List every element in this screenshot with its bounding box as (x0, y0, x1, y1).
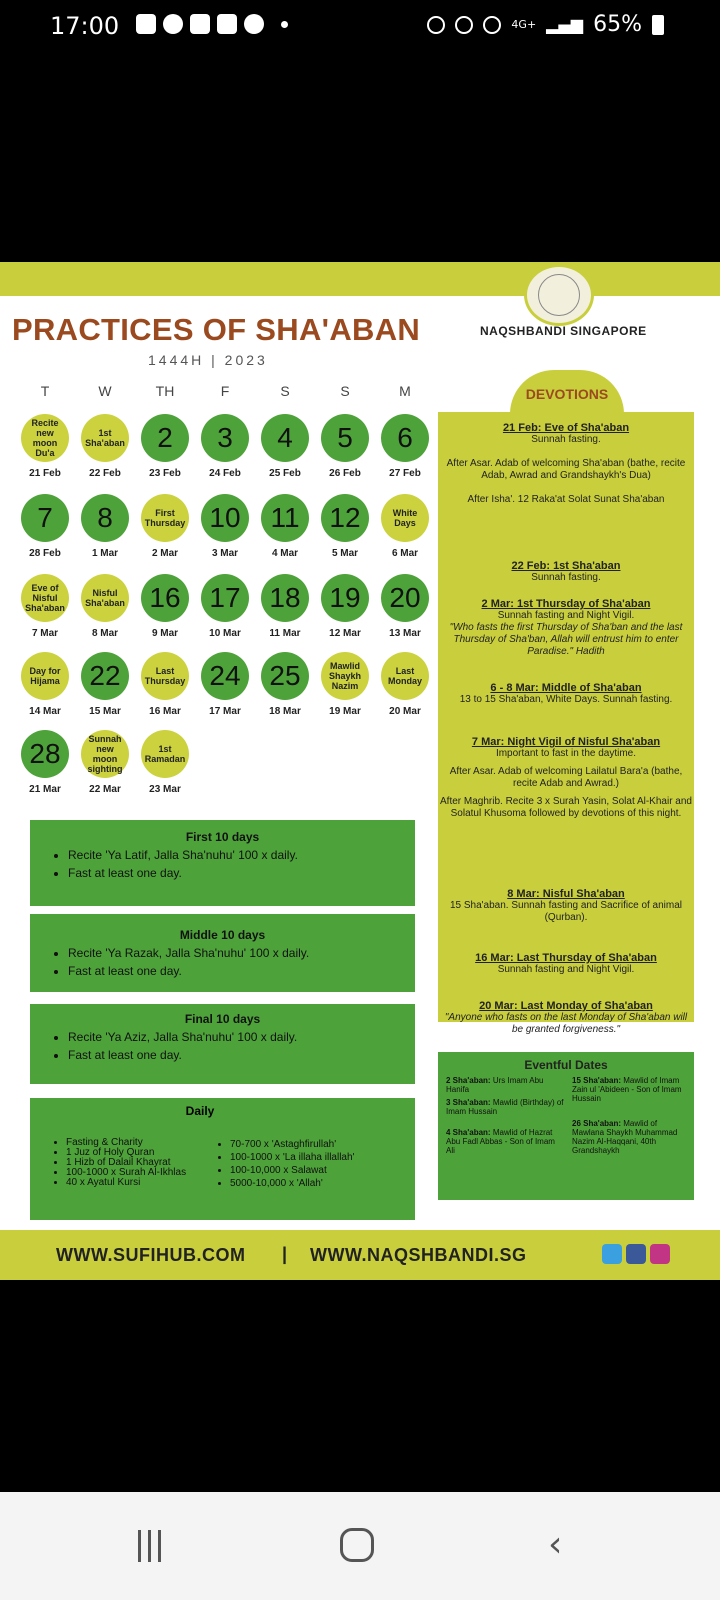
calendar-day: 6 (381, 414, 429, 462)
calendar-day: Nisful Sha'aban (81, 574, 129, 622)
footer-separator: | (282, 1244, 288, 1264)
mute-icon (455, 16, 473, 34)
calendar-day: Last Thursday (141, 652, 189, 700)
calendar-date-label: 22 Feb (89, 468, 121, 479)
calendar-date-label: 22 Mar (89, 784, 121, 795)
calendar-day: 7 (21, 494, 69, 542)
status-time: 17:00 (50, 12, 120, 40)
devotion-item: 7 Mar: Night Vigil of Nisful Sha'aban Important to fast in the daytime. After Asar. Adab of welcoming Lailatul Bara'a (bathe, recite Adab and Awrad.) After Maghrib. Recite 3 x Surah Yasin, Solat Al-Khair and Solatul Khusoma followed by devotions of this night. (440, 736, 692, 819)
eventful-left-column: 2 Sha'aban: Urs Imam Abu Hanifa 3 Sha'aban: Mawlid (Birthday) of Imam Hussain 4 Sha'aban: Mawlid of Hazrat Abu Fadl Abbas - Son of Imam Ali (446, 1076, 564, 1155)
hotspot-icon (483, 16, 501, 34)
eventful-dates-title: Eventful Dates (524, 1058, 608, 1072)
calendar-day: 19 (321, 574, 369, 622)
calendar-date-label: 27 Feb (389, 468, 421, 479)
facebook-icon (626, 1244, 646, 1264)
calendar-date-label: 16 Mar (149, 706, 181, 717)
signal-icon: ▂▄▆ (546, 15, 584, 34)
calendar-day: 16 (141, 574, 189, 622)
calendar-day: Sunnah new moon sighting (81, 730, 129, 778)
calendar-day: First Thursday (141, 494, 189, 542)
calendar-day: 10 (201, 494, 249, 542)
calendar-date-label: 9 Mar (151, 628, 179, 639)
calendar-day: 1st Ramadan (141, 730, 189, 778)
weekday-header: S (340, 383, 350, 399)
recent-apps-button[interactable] (138, 1530, 168, 1564)
calendar-date-label: 21 Mar (29, 784, 61, 795)
calendar-day: Recite new moon Du'a (21, 414, 69, 462)
more-notifications-icon (281, 21, 288, 28)
calendar-date-label: 15 Mar (89, 706, 121, 717)
calendar-date-label: 4 Mar (271, 548, 299, 559)
calendar-day: 8 (81, 494, 129, 542)
top-band (0, 262, 720, 296)
calendar-date-label: 11 Mar (269, 628, 301, 639)
final-10-days-box: Final 10 days • Recite 'Ya Aziz, Jalla Sha'nuhu' 100 x daily. • Fast at least one day. (30, 1004, 415, 1084)
calendar-date-label: 21 Feb (29, 468, 61, 479)
calendar-day: Day for Hijama (21, 652, 69, 700)
calendar-day: 22 (81, 652, 129, 700)
home-button[interactable] (340, 1528, 374, 1562)
calendar-date-label: 26 Feb (329, 468, 361, 479)
poster-image (0, 262, 720, 1280)
weekday-header: W (98, 383, 112, 399)
system-icons (427, 12, 664, 37)
calendar-date-label: 1 Mar (91, 548, 119, 559)
organization-name: NAQSHBANDI SINGAPORE (480, 324, 647, 338)
calendar-day: Eve of Nisful Sha'aban (21, 574, 69, 622)
calendar-day: 3 (201, 414, 249, 462)
calendar-date-label: 19 Mar (329, 706, 361, 717)
calendar-day: 18 (261, 574, 309, 622)
weekday-header: T (40, 383, 50, 399)
devotion-item: 22 Feb: 1st Sha'aban Sunnah fasting. (511, 560, 621, 583)
calendar-day: 25 (261, 652, 309, 700)
battery-icon (652, 15, 664, 35)
calendar-day: 12 (321, 494, 369, 542)
calendar-date-label: 6 Mar (391, 548, 419, 559)
weekday-header: M (399, 383, 411, 399)
devotion-item: 8 Mar: Nisful Sha'aban 15 Sha'aban. Sunnah fasting and Sacrifice of animal (Qurban). (449, 888, 683, 923)
calendar-day: 24 (201, 652, 249, 700)
devotion-item: 16 Mar: Last Thursday of Sha'aban Sunnah fasting and Night Vigil. (475, 952, 657, 975)
calendar-day: 11 (261, 494, 309, 542)
calendar-day: Last Monday (381, 652, 429, 700)
calendar-date-label: 18 Mar (269, 706, 301, 717)
devotion-item: 6 - 8 Mar: Middle of Sha'aban 13 to 15 Sha'aban, White Days. Sunnah fasting. (459, 682, 673, 705)
calendar-date-label: 25 Feb (269, 468, 301, 479)
calendar-date-label: 7 Mar (31, 628, 59, 639)
calendar-date-label: 3 Mar (211, 548, 239, 559)
devotion-item: 21 Feb: Eve of Sha'aban Sunnah fasting. After Asar. Adab of welcoming Sha'aban (bathe, recite Adab, Awrad and Grandshaykh's Dua) After Isha'. 12 Raka'at Solat Sunat Sha'aban (446, 422, 686, 505)
calendar-date-label: 23 Mar (149, 784, 181, 795)
calendar-day: 5 (321, 414, 369, 462)
status-bar (0, 0, 720, 52)
youtube-icon (190, 14, 210, 34)
weekday-header: TH (155, 383, 175, 399)
weekday-header: F (220, 383, 230, 399)
calendar-date-label: 5 Mar (331, 548, 359, 559)
calendar-day: 17 (201, 574, 249, 622)
youtube-icon-2 (217, 14, 237, 34)
calendar-date-label: 8 Mar (91, 628, 119, 639)
devotion-item: 20 Mar: Last Monday of Sha'aban "Anyone who fasts on the last Monday of Sha'aban will be granted forgiveness." (444, 1000, 688, 1035)
network-type: 4G+ (511, 18, 537, 31)
battery-level: 65% (593, 12, 642, 37)
calendar-day: 1st Sha'aban (81, 414, 129, 462)
calendar-date-label: 12 Mar (329, 628, 361, 639)
alarm-icon (427, 16, 445, 34)
calendar-date-label: 14 Mar (29, 706, 61, 717)
calendar-day: 28 (21, 730, 69, 778)
telegram-icon (602, 1244, 622, 1264)
calendar-date-label: 10 Mar (209, 628, 241, 639)
calendar-day: 2 (141, 414, 189, 462)
weekday-header: S (280, 383, 290, 399)
devotion-item: 2 Mar: 1st Thursday of Sha'aban Sunnah fasting and Night Vigil. "Who fasts the first Thursday of Sha'ban and the last Thursday of Sha'ban, Allah will entrust him to enter Paradise." Hadith (449, 598, 683, 657)
naqshbandi-url: WWW.NAQSHBANDI.SG (310, 1245, 527, 1265)
calendar-date-label: 28 Feb (29, 548, 61, 559)
calendar-date-label: 23 Feb (149, 468, 181, 479)
poster-title: PRACTICES OF SHA'ABAN (12, 312, 421, 347)
account-icon (244, 14, 264, 34)
calendar-day: 4 (261, 414, 309, 462)
facebook-icon (163, 14, 183, 34)
calendar-date-label: 20 Mar (389, 706, 421, 717)
middle-10-days-box: Middle 10 days • Recite 'Ya Razak, Jalla Sha'nuhu' 100 x daily. • Fast at least one day. (30, 914, 415, 992)
calendar-day: 20 (381, 574, 429, 622)
calendar-date-label: 13 Mar (389, 628, 421, 639)
gallery-icon (136, 14, 156, 34)
year-line: 1444H | 2023 (148, 352, 268, 368)
eventful-right-column: 15 Sha'aban: Mawlid of Imam Zain ul 'Abideen - Son of Imam Hussain 26 Sha'aban: Mawlid of Mawlana Shaykh Muhammad Nazim Al-Haqqani, 40th Grandshaykh (572, 1076, 682, 1155)
calendar-date-label: 2 Mar (151, 548, 179, 559)
calendar-date-label: 17 Mar (209, 706, 241, 717)
notification-icons (136, 14, 288, 34)
sufihub-url: WWW.SUFIHUB.COM (56, 1245, 246, 1265)
instagram-icon (650, 1244, 670, 1264)
back-button[interactable]: ‹ (548, 1524, 563, 1565)
devotions-title: DEVOTIONS (525, 386, 609, 402)
first-10-days-box: First 10 days • Recite 'Ya Latif, Jalla Sha'nuhu' 100 x daily. • Fast at least one day. (30, 820, 415, 906)
calendar-day: Mawlid Shaykh Nazim (321, 652, 369, 700)
naqshbandi-logo (524, 264, 594, 326)
daily-box: Daily • Fasting & Charity • 1 Juz of Holy Quran • 1 Hizb of Dalail Khayrat • 100-1000 x Surah Al-Ikhlas • 40 x Ayatul Kursi • 70-700 x 'Astaghfirullah' • 100-1000 x 'La illaha illallah' • 100-10,000 x Salawat • 5000-10,000 x 'Allah' (30, 1098, 415, 1220)
calendar-date-label: 24 Feb (209, 468, 241, 479)
calendar-day: White Days (381, 494, 429, 542)
